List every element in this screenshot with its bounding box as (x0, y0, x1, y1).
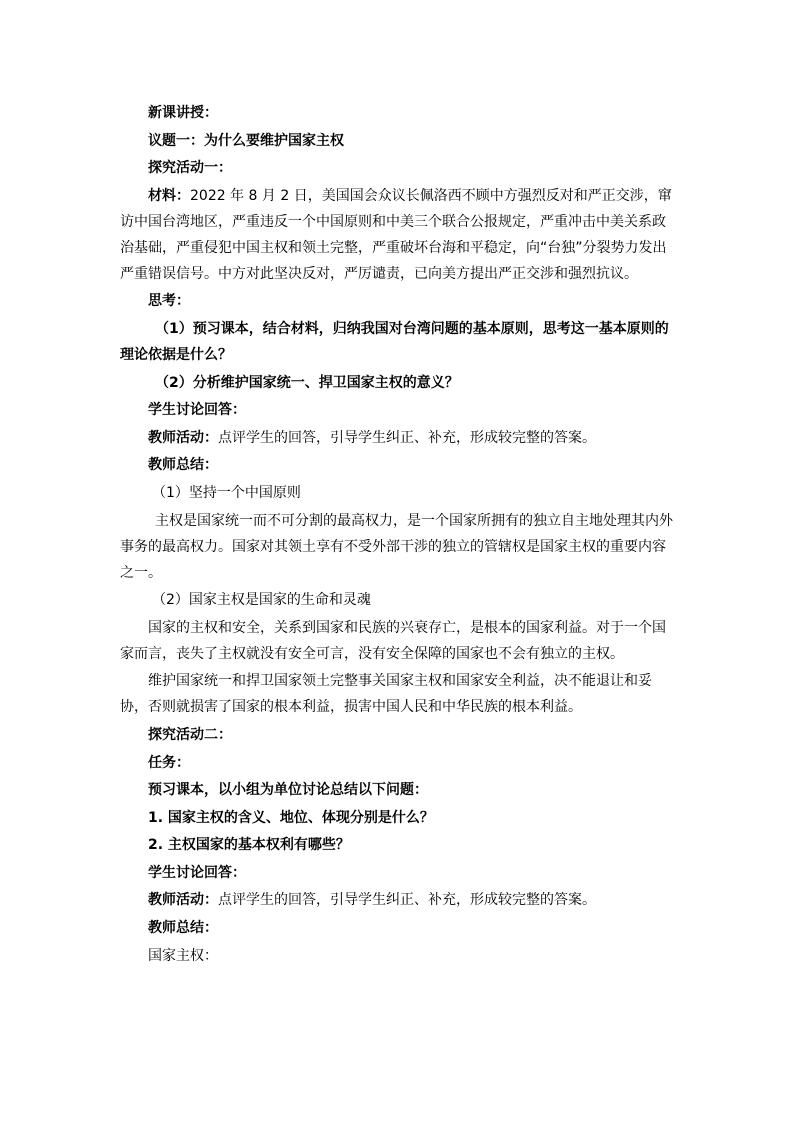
summary-point-1-text: 主权是国家统一而不可分割的最高权力，是一个国家所拥有的独立自主地处理其内外事务的最高权力。国家对其领土享有不受外部干涉的独立的管辖权是国家主权的重要内容之一。 (120, 512, 673, 581)
sovereignty-heading: 国家主权： (148, 947, 218, 964)
activity-two-heading: 探究活动二： (148, 726, 232, 743)
teacher-activity-text-1: 点评学生的回答，引导学生纠正、补充，形成较完整的答案。 (218, 429, 596, 446)
teacher-activity-label-2: 教师活动： (148, 892, 218, 909)
question-two: （2）分析维护国家统一、捍卫国家主权的意义？ (155, 374, 459, 391)
student-discussion-1: 学生讨论回答： (148, 402, 246, 419)
heading-new-lesson: 新课讲授： (148, 105, 218, 121)
teacher-activity-2 (120, 887, 676, 913)
summary-point-2-text-1: 国家的主权和安全，关系到国家和民族的兴衰存亡，是根本的国家利益。对于一个国家而言，丧失了主权就没有安全可言，没有安全保障的国家也不会有独立的主权。 (120, 619, 666, 662)
question-one: （1）预习课本，结合材料，归纳我国对台湾问题的基本原则，思考这一基本原则的理论依据是什么？ (120, 320, 669, 363)
document-page (120, 96, 676, 970)
task-question-2: 2. 主权国家的基本权利有哪些？ (148, 837, 350, 854)
material-label: 材料： (148, 187, 190, 204)
summary-point-1-title: （1）坚持一个中国原则 (152, 484, 301, 501)
think-heading: 思考： (148, 293, 190, 310)
student-discussion-2: 学生讨论回答： (148, 864, 246, 881)
teacher-activity-label-1: 教师活动： (148, 429, 218, 446)
task-heading: 任务： (148, 754, 190, 771)
teacher-activity-1 (120, 425, 676, 451)
teacher-activity-text-2: 点评学生的回答，引导学生纠正、补充，形成较完整的答案。 (218, 892, 596, 909)
teacher-summary-2: 教师总结： (148, 920, 218, 937)
activity-one-heading: 探究活动一： (148, 160, 232, 177)
task-question-1: 1. 国家主权的含义、地位、体现分别是什么？ (148, 809, 434, 826)
task-intro: 预习课本，以小组为单位讨论总结以下问题： (148, 782, 428, 799)
material-text: 2022 年 8 月 2 日，美国国会众议长佩洛西不顾中方强烈反对和严正交涉，窜访中国台湾地区，严重违反一个中国原则和中美三个联合公报规定，严重冲击中美关系政治基础，严重侵犯中国主权和领土完整，严重破坏台海和平稳定，向“台独”分裂势力发出严重错误信号。中方对此坚决反对，严厉谴责，已向美方提出严正交涉和强烈抗议。 (120, 187, 672, 282)
material-paragraph (120, 183, 676, 287)
teacher-summary-1: 教师总结： (148, 457, 218, 474)
summary-point-2-text-2: 维护国家统一和捍卫国家领土完整事关国家主权和国家安全利益，决不能退让和妥协，否则就损害了国家的根本利益，损害中国人民和中华民族的根本利益。 (120, 673, 652, 716)
summary-point-2-title: （2）国家主权是国家的生命和灵魂 (152, 592, 371, 609)
topic-one: 议题一：为什么要维护国家主权 (148, 132, 344, 149)
